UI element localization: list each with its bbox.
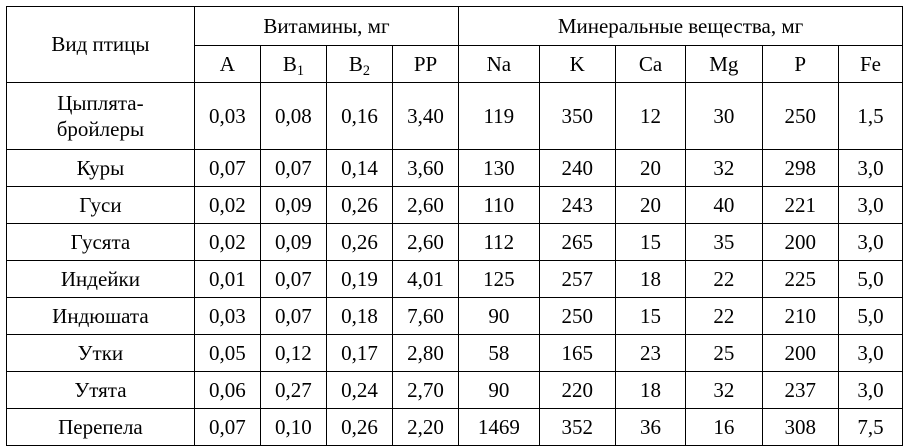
cell-na: 130 bbox=[459, 150, 540, 187]
table-row bbox=[7, 187, 903, 224]
cell-species: Гусята bbox=[7, 224, 195, 261]
cell-k: 250 bbox=[539, 298, 615, 335]
cell-a: 0,07 bbox=[194, 150, 260, 187]
cell-fe: 3,0 bbox=[838, 187, 902, 224]
cell-na: 112 bbox=[459, 224, 540, 261]
table-row bbox=[7, 224, 903, 261]
cell-a: 0,07 bbox=[194, 409, 260, 446]
cell-p: 200 bbox=[762, 335, 838, 372]
cell-b1: 0,07 bbox=[260, 298, 326, 335]
cell-b1: 0,09 bbox=[260, 187, 326, 224]
column-header-mg: Mg bbox=[686, 46, 762, 83]
cell-k: 240 bbox=[539, 150, 615, 187]
cell-b1: 0,27 bbox=[260, 372, 326, 409]
column-header-na: Na bbox=[459, 46, 540, 83]
cell-na: 119 bbox=[459, 83, 540, 150]
cell-pp: 2,60 bbox=[392, 224, 458, 261]
column-header-species: Вид птицы bbox=[7, 7, 195, 83]
table-row bbox=[7, 83, 903, 150]
cell-k: 265 bbox=[539, 224, 615, 261]
cell-na: 90 bbox=[459, 298, 540, 335]
cell-species: Гуси bbox=[7, 187, 195, 224]
cell-p: 250 bbox=[762, 83, 838, 150]
cell-fe: 7,5 bbox=[838, 409, 902, 446]
table-header-group-row bbox=[7, 7, 903, 46]
cell-fe: 1,5 bbox=[838, 83, 902, 150]
column-header-p: P bbox=[762, 46, 838, 83]
cell-pp: 4,01 bbox=[392, 261, 458, 298]
cell-pp: 2,80 bbox=[392, 335, 458, 372]
cell-k: 257 bbox=[539, 261, 615, 298]
cell-ca: 36 bbox=[615, 409, 685, 446]
table-body bbox=[7, 83, 903, 446]
cell-pp: 2,60 bbox=[392, 187, 458, 224]
cell-mg: 25 bbox=[686, 335, 762, 372]
cell-na: 1469 bbox=[459, 409, 540, 446]
cell-b2: 0,17 bbox=[326, 335, 392, 372]
cell-k: 350 bbox=[539, 83, 615, 150]
column-header-ca: Ca bbox=[615, 46, 685, 83]
cell-mg: 32 bbox=[686, 150, 762, 187]
cell-b2: 0,24 bbox=[326, 372, 392, 409]
cell-species: Утята bbox=[7, 372, 195, 409]
cell-na: 110 bbox=[459, 187, 540, 224]
cell-pp: 3,60 bbox=[392, 150, 458, 187]
cell-b1: 0,09 bbox=[260, 224, 326, 261]
cell-na: 58 bbox=[459, 335, 540, 372]
cell-mg: 22 bbox=[686, 261, 762, 298]
cell-p: 237 bbox=[762, 372, 838, 409]
cell-ca: 12 bbox=[615, 83, 685, 150]
cell-a: 0,03 bbox=[194, 298, 260, 335]
column-group-minerals: Минеральные вещества, мг bbox=[459, 7, 903, 46]
table-row bbox=[7, 335, 903, 372]
cell-ca: 18 bbox=[615, 261, 685, 298]
cell-species: Индюшата bbox=[7, 298, 195, 335]
cell-b2: 0,26 bbox=[326, 409, 392, 446]
cell-pp: 7,60 bbox=[392, 298, 458, 335]
table-row bbox=[7, 298, 903, 335]
cell-species: Индейки bbox=[7, 261, 195, 298]
cell-species: Утки bbox=[7, 335, 195, 372]
cell-k: 352 bbox=[539, 409, 615, 446]
cell-mg: 16 bbox=[686, 409, 762, 446]
cell-pp: 2,70 bbox=[392, 372, 458, 409]
column-header-b2-index: 2 bbox=[362, 62, 371, 79]
cell-b1: 0,08 bbox=[260, 83, 326, 150]
cell-b2: 0,26 bbox=[326, 224, 392, 261]
cell-ca: 20 bbox=[615, 150, 685, 187]
cell-pp: 2,20 bbox=[392, 409, 458, 446]
cell-k: 220 bbox=[539, 372, 615, 409]
cell-p: 221 bbox=[762, 187, 838, 224]
cell-a: 0,03 bbox=[194, 83, 260, 150]
table-row bbox=[7, 261, 903, 298]
column-header-a: A bbox=[194, 46, 260, 83]
cell-mg: 40 bbox=[686, 187, 762, 224]
column-group-vitamins: Витамины, мг bbox=[194, 7, 458, 46]
cell-a: 0,05 bbox=[194, 335, 260, 372]
cell-mg: 35 bbox=[686, 224, 762, 261]
cell-species bbox=[7, 83, 195, 150]
table-header bbox=[7, 7, 903, 83]
cell-mg: 30 bbox=[686, 83, 762, 150]
cell-b1: 0,07 bbox=[260, 261, 326, 298]
cell-species-line2: бройлеры bbox=[56, 117, 145, 141]
cell-p: 308 bbox=[762, 409, 838, 446]
cell-b2: 0,16 bbox=[326, 83, 392, 150]
cell-fe: 5,0 bbox=[838, 298, 902, 335]
table-row bbox=[7, 372, 903, 409]
cell-k: 243 bbox=[539, 187, 615, 224]
cell-k: 165 bbox=[539, 335, 615, 372]
cell-pp: 3,40 bbox=[392, 83, 458, 150]
cell-na: 90 bbox=[459, 372, 540, 409]
cell-mg: 22 bbox=[686, 298, 762, 335]
cell-a: 0,02 bbox=[194, 187, 260, 224]
cell-fe: 3,0 bbox=[838, 372, 902, 409]
cell-ca: 18 bbox=[615, 372, 685, 409]
cell-p: 225 bbox=[762, 261, 838, 298]
cell-mg: 32 bbox=[686, 372, 762, 409]
cell-fe: 3,0 bbox=[838, 335, 902, 372]
column-header-b1-letter: B bbox=[282, 51, 297, 76]
table-row bbox=[7, 150, 903, 187]
cell-ca: 23 bbox=[615, 335, 685, 372]
cell-b1: 0,12 bbox=[260, 335, 326, 372]
column-header-b2-letter: B bbox=[348, 51, 363, 76]
column-header-b2 bbox=[326, 46, 392, 83]
table-row bbox=[7, 409, 903, 446]
column-header-fe: Fe bbox=[838, 46, 902, 83]
column-header-k: K bbox=[539, 46, 615, 83]
cell-a: 0,06 bbox=[194, 372, 260, 409]
cell-species: Перепела bbox=[7, 409, 195, 446]
cell-b2: 0,18 bbox=[326, 298, 392, 335]
cell-fe: 3,0 bbox=[838, 224, 902, 261]
cell-species: Куры bbox=[7, 150, 195, 187]
cell-a: 0,01 bbox=[194, 261, 260, 298]
cell-b2: 0,14 bbox=[326, 150, 392, 187]
poultry-nutrition-table bbox=[6, 6, 903, 446]
cell-b2: 0,19 bbox=[326, 261, 392, 298]
cell-a: 0,02 bbox=[194, 224, 260, 261]
cell-ca: 15 bbox=[615, 224, 685, 261]
cell-fe: 5,0 bbox=[838, 261, 902, 298]
cell-species-line1: Цыплята- bbox=[57, 90, 144, 115]
cell-b2: 0,26 bbox=[326, 187, 392, 224]
cell-p: 210 bbox=[762, 298, 838, 335]
cell-b1: 0,10 bbox=[260, 409, 326, 446]
column-header-b1-index: 1 bbox=[296, 62, 304, 79]
cell-ca: 20 bbox=[615, 187, 685, 224]
cell-fe: 3,0 bbox=[838, 150, 902, 187]
cell-p: 200 bbox=[762, 224, 838, 261]
cell-na: 125 bbox=[459, 261, 540, 298]
column-header-pp: PP bbox=[392, 46, 458, 83]
cell-ca: 15 bbox=[615, 298, 685, 335]
column-header-b1 bbox=[260, 46, 326, 83]
cell-p: 298 bbox=[762, 150, 838, 187]
cell-b1: 0,07 bbox=[260, 150, 326, 187]
